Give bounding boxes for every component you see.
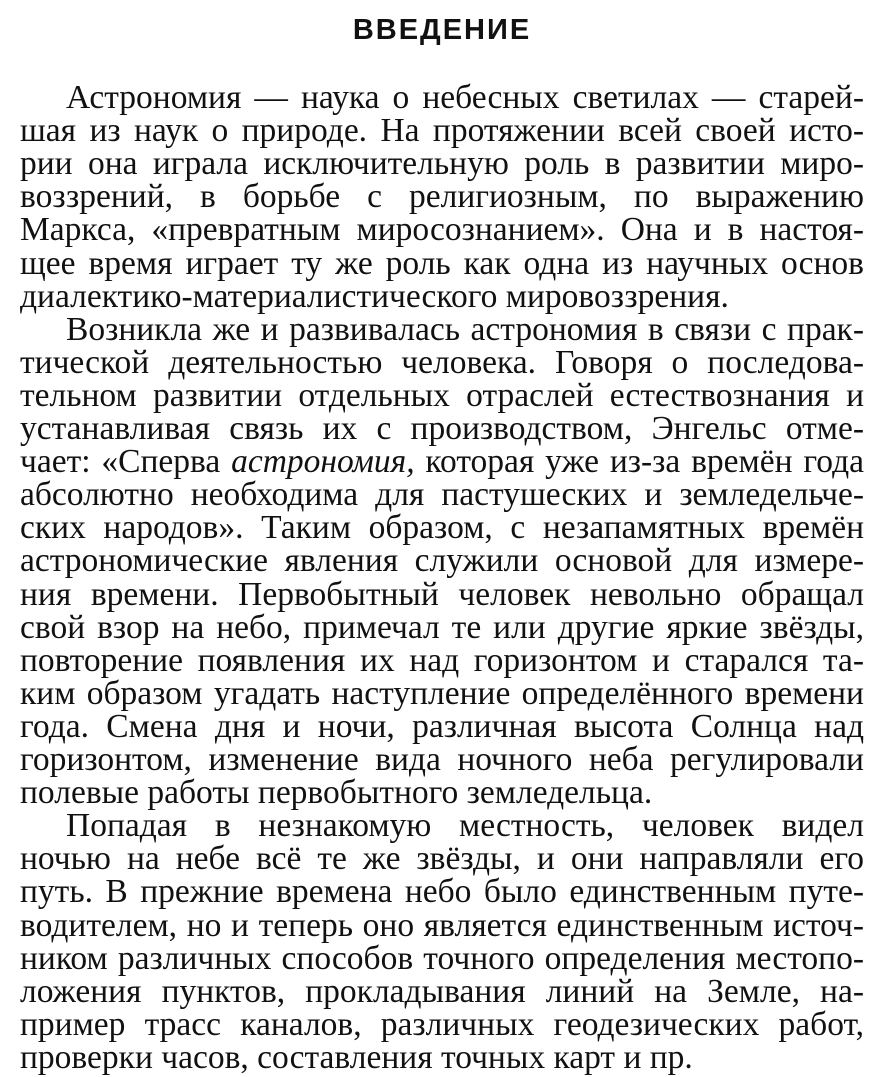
text-line: ских народов». Таким образом, с незапамятных времён — [20, 509, 864, 547]
text-line: проверки часов, составления точных карт и пр. — [20, 1038, 693, 1076]
emphasized-term: астрономия, — [231, 443, 415, 481]
page-title: ВВЕДЕНИЕ — [352, 14, 532, 46]
text-line: пример трасс каналов, различных геодезических работ, — [20, 1005, 864, 1043]
text-line: ния времени. Первобытный человек невольно обращал — [20, 575, 864, 613]
text-line: ником различных способов точного определения местопо- — [20, 939, 864, 977]
text-line: шая из наук о природе. На протяжении всей своей исто- — [20, 112, 864, 150]
text-line: абсолютно необходима для пастушеских и земледельче- — [20, 476, 864, 514]
text-line: рии она играла исключительную роль в развитии миро- — [20, 145, 864, 183]
text-line: путь. В прежние времена небо было единственным путе- — [20, 873, 864, 911]
text-line: диалектико-материалистического мировоззрения. — [20, 277, 729, 315]
text-line: тической деятельностью человека. Говоря о последова- — [20, 343, 864, 381]
text-line: щее время играет ту же роль как одна из научных основ — [20, 244, 864, 282]
text-line: воззрений, в борьбе с религиозным, по выражению — [20, 178, 864, 216]
text-line-end: которая уже из-за времён года — [414, 443, 864, 481]
text-line: Попадая в незнакомую местность, человек видел — [66, 807, 864, 845]
text-line: свой взор на небо, примечал те или другие яркие звёзды, — [20, 608, 864, 646]
text-line: полевые работы первобытного земледельца. — [20, 774, 653, 812]
text-line: повторение появления их над горизонтом и старался та- — [20, 641, 864, 679]
text-line: тельном развитии отдельных отраслей естествознания и — [20, 376, 864, 414]
text-line: Астрономия — наука о небесных светилах — старей- — [66, 79, 864, 116]
text-line: ким образом угадать наступление определённого времени — [20, 674, 864, 712]
text-line: Маркса, «превратным миросознанием». Она и в настоя- — [20, 211, 864, 249]
text-line: устанавливая связь их с производством, Энгельс отме- — [20, 410, 864, 447]
text-line: ложения пунктов, прокладывания линий на Земле, на- — [20, 972, 864, 1010]
text-line-start: чает: «Сперва — [20, 443, 232, 481]
text-line: водителем, но и теперь оно является единственным источ- — [20, 906, 864, 944]
text-line: Возникла же и развивалась астрономия в связи с прак- — [66, 310, 864, 348]
text-line: астрономические явления служили основой для измере- — [20, 542, 864, 580]
text-line: года. Смена дня и ночи, различная высота Солнца над — [20, 707, 864, 745]
text-line: ночью на небе всё те же звёзды, и они направляли его — [20, 840, 864, 878]
text-line: горизонтом, изменение вида ночного неба регулировали — [20, 741, 864, 778]
